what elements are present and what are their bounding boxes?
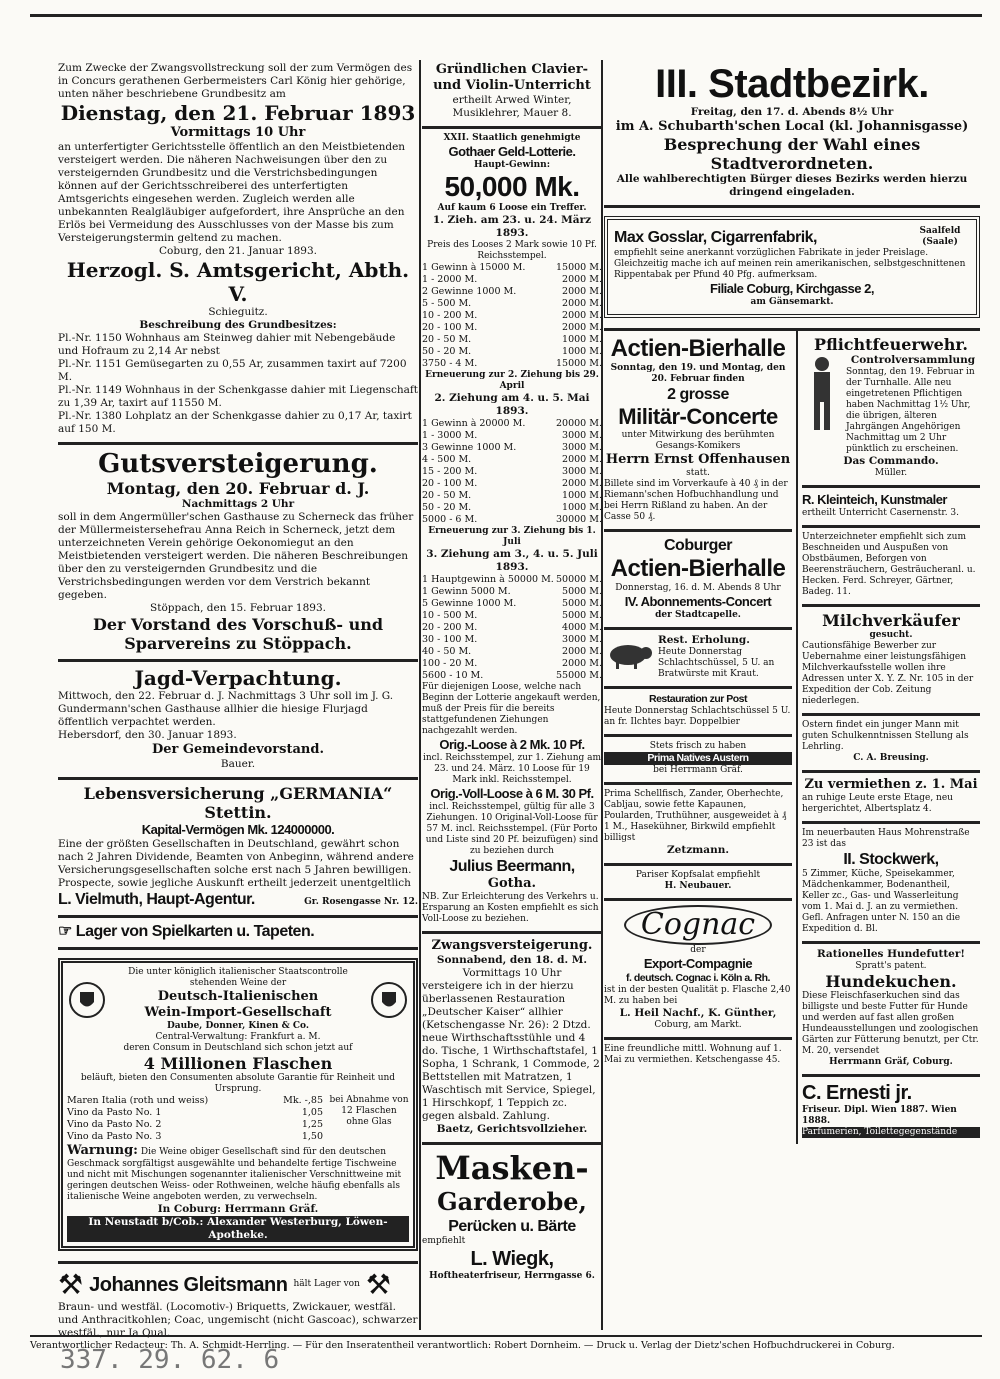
crossed-hammers-icon: ⚒	[58, 1268, 84, 1301]
ad-name: Müller.	[874, 468, 908, 478]
prize-total: 50000 M.	[556, 574, 602, 585]
ad-mohrenstrasse	[802, 824, 980, 944]
prize-row	[422, 466, 602, 478]
ad-austern	[604, 737, 792, 785]
ad-wein	[58, 950, 418, 1264]
ad-signature: C. A. Breusing.	[853, 753, 929, 763]
prize-row	[422, 490, 602, 502]
prize-row	[422, 442, 602, 454]
ad-coburger-bierhalle	[604, 532, 792, 630]
prize-total: 2000 M.	[562, 322, 602, 333]
ad-l2: Prima Natives Austern	[604, 752, 792, 765]
prize-row	[422, 586, 602, 598]
ad-body: Prima Schellfisch, Zander, Oberhechte, Cabljau, sowie fette Kapaunen, Poularden, Truthühner, ausgeweidet à ₰ 1 M., Hasekühner, Birkwild empfiehlt billigst	[604, 789, 787, 843]
ad-body: ertheilt Unterricht Casernenstr. 3.	[802, 508, 959, 518]
prize-total: 55000 M.	[556, 670, 602, 681]
ad-sub: Controlversammlung	[850, 354, 976, 366]
ad-body: Diese Fleischfaserkuchen sind das billigste und beste Futter für Hunde und werden auf fast allen großen Hundeausstellungen und zoologischen Gärten zur Fütterung benutzt, per Ctr. M. 20, versendet	[802, 991, 979, 1056]
prize-total: 1000 M.	[562, 346, 602, 357]
imprint-footer: Verantwortlicher Redacteur: Th. A. Schmidt-Herrling. — Für den Inseratentheil verantwortlich: Robert Dornheim. — Druck u. Verlag der Dietz'schen Hofbuchdruckerei in Coburg.	[30, 1335, 982, 1351]
price-label: Vino da Pasto No. 3	[67, 1131, 162, 1142]
prize-label: 1 Gewinn à 15000 M.	[422, 262, 526, 273]
lotto-prize: 50,000 Mk.	[444, 171, 580, 202]
gosslar-frame	[604, 216, 980, 318]
wein-l3: Wein-Import-Gesellschaft	[144, 1005, 332, 1020]
ad-name: Herrn Ernst Offenhausen	[605, 452, 791, 467]
ad-place: Hebersdorf, den 30. Januar 1893.	[58, 729, 237, 741]
ad-title: Gutsversteigerung.	[98, 449, 378, 479]
ad-bierhalle	[604, 331, 792, 532]
prize-total: 3000 M.	[562, 442, 602, 453]
warning-text: Die Weine obiger Gesellschaft sind für den deutschen Geschmack sorgfältigst ausgewählte und behandelte fertige Tischweine und nicht mit Mischungen sogenannter italienischer Verschnittweine mit geringen deutschen Weiss- oder Rothweinen, welche häufig ebenfalls als italienische Weine angeboten werden, zu verwechseln.	[67, 1147, 402, 1202]
ad-signature: Der Gemeindevorstand.	[152, 742, 324, 757]
prize-row	[422, 322, 602, 334]
price-value: 1,50	[301, 1131, 323, 1142]
prize-row	[422, 274, 602, 286]
ad-time: Vormittags 10 Uhr	[170, 125, 306, 140]
ad-schreyer	[802, 528, 980, 607]
prize-total: 5000 M.	[562, 586, 602, 597]
prize-total: 2000 M.	[562, 646, 602, 657]
ad-address: Musiklehrer, Mauer 8.	[452, 107, 572, 119]
prize-label: 1 Gewinn à 20000 M.	[422, 418, 526, 429]
ad-post	[604, 689, 792, 737]
ad-tail: Parfumerien, Toilettegegenstände	[802, 1127, 980, 1138]
lotto-orig: Orig.-Loose à 2 Mk. 10 Pf.	[439, 737, 585, 752]
pointing-hand-icon: ☞	[58, 923, 76, 940]
ad-title: Coburger	[664, 537, 732, 554]
ad-title: Gründlichen Clavier- und Violin-Unterricht	[433, 62, 591, 93]
prize-row	[422, 514, 602, 526]
ad-body: unter Mitwirkung des berühmten Gesangs-Komikers	[621, 430, 775, 451]
ad-time: Nachmittags 2 Uhr	[181, 498, 295, 510]
prize-row	[422, 610, 602, 622]
prize-label: 20 - 100 M.	[422, 322, 478, 333]
ad-l1: Im neuerbauten Haus Mohrenstraße 23 ist das	[802, 828, 970, 849]
prize-total: 15000 M.	[556, 262, 602, 273]
ad-lehrling	[802, 716, 980, 773]
wein-warning	[67, 1143, 409, 1203]
ad-body: an unterfertigter Gerichtsstelle öffentlich an den Meistbietenden versteigert werden. Die näheren Nachweisungen über den zu versteigernden Grundbesitz und die Verstrichsbedingungen können auf der Gerichtsschreiberei des unterfertigten Amtsgerichts eingesehen werden. Zugleich werden alle unbekannten Realgläubiger aufgefordert, ihre Ansprüche an den Erlös bei Vermeidung des Ausschlusses von der Masse bis zum Versteigerungstermin geltend zu machen.	[58, 141, 406, 244]
ad-item: Pl.-Nr. 1149 Wohnhaus in der Schenkgasse dahier mit Liegenschaft zu 1,39 Ar, taxirt auf 11550 M.	[58, 384, 418, 409]
ad-clavier	[422, 58, 602, 129]
prize-total: 4000 M.	[562, 622, 602, 633]
ad-statt: statt.	[686, 468, 710, 478]
ad-germania	[58, 780, 418, 918]
ad-title: II. Stockwerk,	[843, 851, 939, 868]
prize-row	[422, 622, 602, 634]
prize-row	[422, 574, 602, 586]
prize-label: 20 - 50 M.	[422, 334, 472, 345]
lotto-l1: Auf kaum 6 Loose ein Treffer.	[437, 203, 587, 213]
lotto-note: Für diejenigen Loose, welche nach Beginn der Lotterie angekauft werden, muß der Preis für die bereits stattgefundenen Ziehungen nachgezahlt werden.	[422, 682, 601, 736]
ad-place: im A. Schubarth'schen Local (kl. Johannisgasse)	[615, 119, 969, 134]
ad-masken	[422, 1145, 602, 1288]
prize-label: 10 - 500 M.	[422, 610, 478, 621]
prize-row	[422, 658, 602, 670]
prize-label: 1 - 3000 M.	[422, 430, 478, 441]
ad-address: Coburg, am Markt.	[654, 1020, 742, 1030]
ad-title: Zu vermiethen z. 1. Mai	[804, 777, 978, 792]
ad-body: 5 Zimmer, Küche, Speisekammer, Mädchenkammer, Bodenantheil, Keller zc., Gas- und Wasserleitung vom 1. Mai d. J. an zu vermiethen. Gefl. Anfragen unter N. 150 an die Expedition d. Bl.	[802, 869, 961, 934]
ad-title: Zwangsversteigerung.	[431, 938, 593, 953]
ad-l3: Alle wahlberechtigten Bürger dieses Bezirks werden hierzu dringend eingeladen.	[616, 173, 968, 198]
ad-body: Heute Donnerstag Schlachtschüssel 5 U. an fr. Ilchtes bayr. Doppelbier	[604, 706, 791, 727]
wein-frame	[58, 958, 418, 1251]
ad-karten	[58, 918, 418, 950]
prize-row	[422, 670, 602, 682]
ad-title: Milchverkäufer	[822, 611, 960, 630]
coat-of-arms-icon	[67, 980, 107, 1020]
prize-row	[422, 310, 602, 322]
ad-judge: Schieguitz.	[208, 306, 268, 318]
prize-label: 50 - 20 M.	[422, 502, 472, 513]
prize-table	[422, 574, 602, 682]
ad-place: Stöppach, den 15. Februar 1893.	[150, 602, 326, 614]
ad-body: Unterzeichneter empfiehlt sich zum Beschneiden und Auspußen von Obstbäumen, Beforgen von Beerensträuchern, Gesträucheranl. u. Hecken. Ferd. Schreyer, Gärtner, Badeg. 11.	[802, 532, 976, 597]
ad-karten-text: Lager von Spielkarten u. Tapeten.	[75, 923, 315, 940]
ad-title2: f. deutsch. Cognac i. Köln a. Rh.	[626, 972, 770, 984]
lotto-l3: Preis des Looses 2 Mark sowie 10 Pf. Reichsstempel.	[427, 240, 597, 261]
ad-date: Dienstag, den 21. Februar 1893	[60, 101, 416, 125]
ad-place: Coburg, den 21. Januar 1893.	[159, 245, 317, 257]
ad-title: C. Ernesti jr.	[802, 1082, 912, 1104]
ad-title: Max Gosslar, Cigarrenfabrik,	[614, 228, 817, 246]
ad-title2: Garderobe,	[437, 1187, 587, 1216]
prize-total: 1000 M.	[562, 334, 602, 345]
prize-row	[422, 634, 602, 646]
lotto-l7: 3. Ziehung am 3., 4. u. 5. Juli 1893.	[426, 548, 598, 573]
prize-label: 1 - 2000 M.	[422, 274, 478, 285]
prize-row	[422, 346, 602, 358]
ad-concert: IV. Abonnements-Concert	[624, 594, 772, 609]
ad-address: Gr. Rosengasse Nr. 12.	[304, 897, 418, 907]
ad-title: Rest. Erholung.	[658, 634, 750, 646]
prize-label: 40 - 50 M.	[422, 646, 472, 657]
column-left	[58, 58, 418, 1339]
coat-of-arms-icon	[369, 980, 409, 1020]
prize-label: 30 - 100 M.	[422, 634, 478, 645]
wein-l5: Central-Verwaltung: Frankfurt a. M.	[155, 1032, 321, 1042]
prize-total: 5000 M.	[562, 598, 602, 609]
pig-icon	[604, 639, 654, 675]
prize-row	[422, 298, 602, 310]
ad-body: Braun- und westfäl. (Locomotiv-) Briquetts, Zwickauer, westfäl. und Anthracitkohlen; Coac, ungemischt (nicht Gascoac), schwarzer westfäl., nur Ia Qual.	[58, 1301, 418, 1339]
prize-row	[422, 262, 602, 274]
lotto-l4: Erneuerung zur 2. Ziehung bis 29. April	[425, 370, 599, 391]
column-right	[604, 58, 980, 1329]
handwritten-note: 337. 29. 62. 6	[60, 1345, 280, 1375]
ad-signature: Zetzmann.	[667, 844, 729, 856]
ad-title: R. Kleinteich, Kunstmaler	[802, 492, 947, 507]
price-label: Vino da Pasto No. 2	[67, 1119, 162, 1130]
ad-name: Bauer.	[220, 758, 256, 770]
price-label: Vino da Pasto No. 1	[67, 1107, 162, 1118]
ad-zetzmann	[604, 785, 792, 866]
lotto-title: Gothaer Geld-Lotterie.	[448, 144, 576, 159]
ad-l1: Besprechung der Wahl eines	[663, 135, 921, 154]
ad-title: Export-Compagnie	[643, 956, 753, 971]
ad-signature: Das Commando.	[843, 455, 939, 467]
prize-label: 100 - 20 M.	[422, 658, 478, 669]
ad-body: Eine der größten Gesellschaften in Deutschland, gewährt schon nach 2 Jahren Dividende, Beamten von Anbeginn, während andere Versicherungsgesellschaften solche erst nach 5 Jahren bewilligen. Prospecte, sowie jegliche Auskunft ertheilt jederzeit unentgeltlich	[58, 838, 414, 889]
ad-erholung	[604, 630, 792, 689]
ad-l2: Stadtverordneten.	[710, 154, 874, 173]
ad-title: Masken-	[435, 1149, 589, 1187]
prize-label: 5 - 500 M.	[422, 298, 472, 309]
ad-date: Sonntag, den 19. und Montag, den 20. Februar finden	[610, 363, 786, 384]
ad-date: Montag, den 20. Februar d. J.	[106, 479, 370, 498]
ad-date: Freitag, den 17. d. Abends 8½ Uhr	[690, 106, 894, 118]
price-value: 1,05	[301, 1107, 323, 1118]
prize-label: 20 - 50 M.	[422, 490, 472, 501]
ad-court: Herzogl. S. Amtsgericht, Abth. V.	[66, 258, 410, 306]
price-row	[67, 1107, 323, 1119]
ad-sub: gesucht.	[869, 630, 913, 640]
prize-label: 15 - 200 M.	[422, 466, 478, 477]
ad-title2: Actien-Bierhalle	[610, 555, 786, 582]
prize-label: 1 Gewinn 5000 M.	[422, 586, 511, 597]
ad-body: Mittwoch, den 22. Februar d. J. Nachmittags 3 Uhr soll im J. G. Gundermann'schen Gasthause allhier die hiesige Flurjagd öffentlich verpachtet werden.	[58, 690, 394, 728]
ad-address: Hoftheaterfriseur, Herrngasse 6.	[429, 1271, 595, 1281]
ad-time: Vormittags 10 Uhr	[462, 967, 562, 979]
prize-total: 2000 M.	[562, 298, 602, 309]
wein-l4: Daube, Donner, Kinen & Co.	[166, 1021, 310, 1031]
prize-label: 3750 - 4 M.	[422, 358, 478, 369]
ad-pflichtfeuerwehr	[802, 331, 980, 488]
prize-total: 3000 M.	[562, 634, 602, 645]
ad-body: Ostern findet ein junger Mann mit guten Schulkenntnissen Stellung als Lehrling.	[802, 720, 969, 752]
ad-grosse: 2 grosse	[667, 386, 729, 403]
ad-wohnung	[604, 1040, 792, 1072]
ad-title: III. Stadtbezirk.	[655, 62, 929, 106]
prize-row	[422, 598, 602, 610]
ad-item: Pl.-Nr. 1150 Wohnhaus am Steinweg dahier mit Nebengebäude und Hofraum zu 2,14 Ar nebst	[58, 332, 396, 357]
price-note: bei Abnahme von 12 Flaschen ohne Glas	[329, 1095, 409, 1127]
wein-l8: beläuft, bieten den Consumenten absolute Garantie für Reinheit und Ursprung.	[80, 1073, 396, 1094]
prize-label: 50 - 20 M.	[422, 346, 472, 357]
ad-der: der	[690, 945, 706, 955]
prize-total: 30000 M.	[556, 514, 602, 525]
ad-body: an ruhige Leute erste Etage, neu hergerichtet, Albertsplatz 4.	[802, 793, 953, 814]
price-value: Mk. -,85	[283, 1095, 323, 1106]
ad-signature: H. Neubauer.	[664, 881, 732, 891]
prize-total: 20000 M.	[556, 418, 602, 429]
prize-row	[422, 502, 602, 514]
ad-item: Pl.-Nr. 1380 Lohplatz an der Schenkgasse dahier zu 0,17 Ar, taxirt auf 150 M.	[58, 410, 412, 435]
firefighter-icon	[802, 354, 842, 455]
ad-title: Lebensversicherung „GERMANIA“ Stettin.	[83, 784, 393, 822]
wein-l1: Die unter königlich italienischer Staatscontrolle stehenden Weine der	[128, 967, 348, 988]
wein-l7: 4 Millionen Flaschen	[143, 1054, 333, 1073]
prize-total: 3000 M.	[562, 466, 602, 477]
prize-label: 3 Gewinne 1000 M.	[422, 442, 517, 453]
lotto-l6: Erneuerung zur 3. Ziehung bis 1. Juli	[428, 526, 596, 547]
price-value: 1,25	[301, 1119, 323, 1130]
ad-kopfsalat	[604, 866, 792, 901]
warning-heading: Warnung:	[67, 1143, 138, 1158]
ad-gosslar	[604, 208, 980, 331]
lotto-sub: Haupt-Gewinn:	[473, 160, 551, 170]
prize-total: 1000 M.	[562, 490, 602, 501]
ad-l1: Rationelles Hundefutter!	[816, 948, 966, 960]
prize-row	[422, 454, 602, 466]
wein-l2: Deutsch-Italienischen	[157, 989, 319, 1004]
lotto-l2: 1. Zieh. am 23. u. 24. März 1893.	[432, 214, 592, 239]
ad-gleitsmann	[58, 1264, 418, 1346]
ad-title	[58, 922, 418, 941]
ad-body: empfiehlt seine anerkannt vorzüglichen Fabrikate in jeder Preislage. Gleichzeitig mache ich auf meinen rein amerikanischen, selbstgeschnittenen Rippentabak per Pfund 40 Pfg. aufmerksam.	[614, 248, 966, 280]
ad-body: Eine freundliche mittl. Wohnung auf 1. Mai zu vermiethen. Ketschengasse 45.	[604, 1044, 782, 1065]
prize-label: 5600 - 10 M.	[422, 670, 484, 681]
price-label: Maren Italia (roth und weiss)	[67, 1095, 209, 1106]
wein-neustadt: In Neustadt b/Cob.: Alexander Westerburg, Löwen-Apotheke.	[67, 1216, 409, 1242]
lotto-l5: 2. Ziehung am 4. u. 5. Mai 1893.	[434, 392, 590, 417]
prize-table	[422, 262, 602, 370]
ad-filiale: Filiale Coburg, Kirchgasse 2,	[710, 281, 874, 296]
ad-at: am Gänsemarkt.	[750, 297, 834, 307]
prize-total: 15000 M.	[556, 358, 602, 369]
ad-title: Hundekuchen.	[825, 972, 957, 991]
ad-title: Restauration zur Post	[648, 693, 748, 705]
ad-kleinteich	[802, 488, 980, 528]
prize-row	[422, 358, 602, 370]
ad-intro: Zum Zwecke der Zwangsvollstreckung soll der zum Vermögen des in Concurs gerathenen Gerbermeisters Carl König hier gehörige, unten näher beschriebene Grundbesitz am	[58, 62, 413, 100]
ad-date: Donnerstag, 16. d. M. Abends 8 Uhr	[615, 583, 781, 593]
ad-side: hält Lager von	[293, 1279, 360, 1289]
lotto-voll-detail: incl. Reichsstempel, gültig für alle 3 Ziehungen. 10 Original-Voll-Loose für 57 M. incl. Reichsstempel. (Für Porto und Liste sind 20 Pf. beizufügen) sind zu beziehen durch	[425, 802, 599, 856]
ad-l1: Stets frisch zu haben	[649, 741, 747, 751]
ad-signature: Der Vorstand des Vorschuß- und Sparvereins zu Stöppach.	[92, 615, 384, 653]
ad-body: versteigere ich in der hierzu überlassenen Restauration „Deutscher Kaiser“ allhier (Ketschengasse Nr. 26): 2 Dtzd. neue Wirthschaftsstühle und 4 do. Tische, 1 Wirthschaftstafel, 1 Sopha, 1 Schrank, 1 Commode, 2 Bettstellen mit Matratzen, 1 Waschtisch mit Service, Spiegel, 1 Hirschkopf, 1 Teppich zc. gegen alsbald. Zahlung.	[422, 980, 600, 1122]
ad-item: Pl.-Nr. 1151 Gemüsegarten zu 0,55 Ar, zusammen taxirt auf 7200 M.	[58, 358, 407, 383]
prize-label: 20 - 100 M.	[422, 478, 478, 489]
ad-title: Pflichtfeuerwehr.	[814, 335, 968, 354]
prize-table	[422, 418, 602, 526]
ad-date: Sonnabend, den 18. d. M.	[436, 954, 588, 966]
ad-body: soll in dem Angermüller'schen Gasthause zu Scherneck das früher der Müllermeistersehefrau Anna Reich in Scherneck, jetzt dem unterzeichneten Verein gehörige Oekonomiegut an den Meistbietenden versteigert werden. Die näheren Beschreibungen über den zu versteigernden Grundbesitz und die Verstrichsbedingungen werden vor dem Verstrich bekannt gegeben.	[58, 511, 414, 601]
prize-total: 2000 M.	[562, 286, 602, 297]
ad-ernesti	[802, 1077, 980, 1144]
ad-logo: Cognac	[624, 905, 772, 945]
prize-total: 2000 M.	[562, 478, 602, 489]
ad-zwangsvollstreckung	[58, 58, 418, 445]
ad-militaer: Militär-Concerte	[618, 404, 778, 429]
lotto-city: Gotha.	[487, 876, 537, 891]
lotto-voll: Orig.-Voll-Loose à 6 M. 30 Pf.	[430, 786, 594, 801]
ad-body: Heute Donnerstag Schlachtschüssel, 5 U. an Bratwürste mit Kraut.	[658, 647, 775, 679]
ad-title: Actien-Bierhalle	[610, 335, 786, 362]
prize-label: 4 - 500 M.	[422, 454, 472, 465]
price-row	[67, 1095, 323, 1107]
prize-total: 3000 M.	[562, 430, 602, 441]
ad-name: L. Wiegk,	[470, 1248, 554, 1270]
ad-body: Pariser Kopfsalat empfiehlt	[635, 870, 761, 880]
lotto-orig-detail: incl. Reichsstempel, zur 1. Ziehung am 23. und 24. März. 10 Loose für 19 Mark inkl. Reichsstempel.	[422, 753, 602, 785]
row-bier-pflicht	[604, 331, 980, 1144]
prize-total: 1000 M.	[562, 502, 602, 513]
prize-total: 2000 M.	[562, 658, 602, 669]
price-row	[67, 1131, 323, 1143]
lotto-head: XXII. Staatlich genehmigte	[443, 133, 581, 143]
ad-cognac	[604, 901, 792, 1040]
prize-label: 5 Gewinne 1000 M.	[422, 598, 517, 609]
ad-agent: L. Vielmuth, Haupt-Agentur.	[58, 891, 255, 908]
ad-by: der Stadtcapelle.	[655, 610, 741, 620]
prize-total: 2000 M.	[562, 454, 602, 465]
ad-lotterie	[422, 129, 602, 934]
prize-total: 2000 M.	[562, 274, 602, 285]
wein-l6: deren Consum in Deutschland sich schon jetzt auf	[123, 1043, 353, 1053]
ad-by: ertheilt Arwed Winter,	[452, 94, 572, 106]
prize-label: 1 Hauptgewinn à 50000 M.	[422, 574, 554, 585]
lotto-seller: Julius Beermann,	[449, 858, 575, 875]
ad-title: Johannes Gleitsmann	[89, 1273, 288, 1296]
prize-row	[422, 478, 602, 490]
ad-hundekuchen	[802, 944, 980, 1077]
ad-vermiethen	[802, 773, 980, 824]
prize-label: 10 - 200 M.	[422, 310, 478, 321]
ad-signature: Herrmann Gräf, Coburg.	[829, 1057, 953, 1067]
column-middle	[422, 58, 602, 1329]
wein-coburg: In Coburg: Herrmann Gräf.	[157, 1203, 319, 1215]
ad-body: Friseur. Dipl. Wien 1887. Wien 1888.	[802, 1105, 957, 1126]
ad-stadtbezirk	[604, 58, 980, 208]
ad-city: Saalfeld (Saale)	[919, 226, 961, 247]
ad-zwangsversteigerung	[422, 934, 602, 1145]
prize-row	[422, 430, 602, 442]
ad-jagd	[58, 662, 418, 780]
ad-l3: bei Herrmann Gräf.	[653, 765, 743, 775]
ad-body: Cautionsfähige Bewerber zur Uebernahme einer leistungsfähigen Milchverkaufsstelle wollen ihre Adressen unter X. Y. Z. Nr. 105 in der Expedition der Cob. Zeitung niederlegen.	[802, 641, 974, 706]
ad-gutsversteigerung	[58, 445, 418, 662]
prize-row	[422, 418, 602, 430]
prize-row	[422, 646, 602, 658]
ad-l2: Spratt's patent.	[855, 961, 927, 971]
prize-label: 5000 - 6 M.	[422, 514, 478, 525]
ad-title3: Perücken u. Bärte	[448, 1218, 576, 1235]
crossed-hammers-icon: ⚒	[365, 1268, 391, 1301]
prize-label: 20 - 200 M.	[422, 622, 478, 633]
prize-total: 2000 M.	[562, 310, 602, 321]
ad-milch	[802, 607, 980, 716]
prize-row	[422, 334, 602, 346]
column-rule	[419, 60, 421, 1330]
ad-signature: Baetz, Gerichtsvollzieher.	[436, 1123, 588, 1135]
price-row	[67, 1119, 323, 1131]
ad-desc-head: Beschreibung des Grundbesitzes:	[139, 319, 337, 331]
ad-by: empfiehlt	[422, 1236, 466, 1246]
lotto-nb: NB. Zur Erleichterung des Verkehrs u. Ersparung an Kosten empfiehlt es sich Voll-Loose zu beziehen.	[422, 892, 599, 924]
ad-seller: L. Heil Nachf., K. Günther,	[619, 1007, 777, 1019]
ad-tickets: Billete sind im Vorverkaufe à 40 ₰ in der Riemann'schen Hofbuchhandlung und bei Herrn Rißland zu haben. An der Casse 50 ₰.	[604, 479, 788, 522]
ad-body: Sonntag, den 19. Februar in der Turnhalle. Alle neu eingetretenen Pflichtigen haben Nachmittag 1½ Uhr, die übrigen, älteren Jahrgängen Angehörigen Nachmittag um 2 Uhr pünktlich zu erscheinen.	[846, 367, 975, 454]
prize-total: 5000 M.	[562, 610, 602, 621]
ad-capital: Kapital-Vermögen Mk. 124000000.	[141, 822, 335, 837]
prize-row	[422, 286, 602, 298]
ad-body: ist in der besten Qualität p. Flasche 2,40 M. zu haben bei	[604, 985, 791, 1006]
prize-label: 2 Gewinne 1000 M.	[422, 286, 517, 297]
ad-title: Jagd-Verpachtung.	[134, 666, 342, 690]
